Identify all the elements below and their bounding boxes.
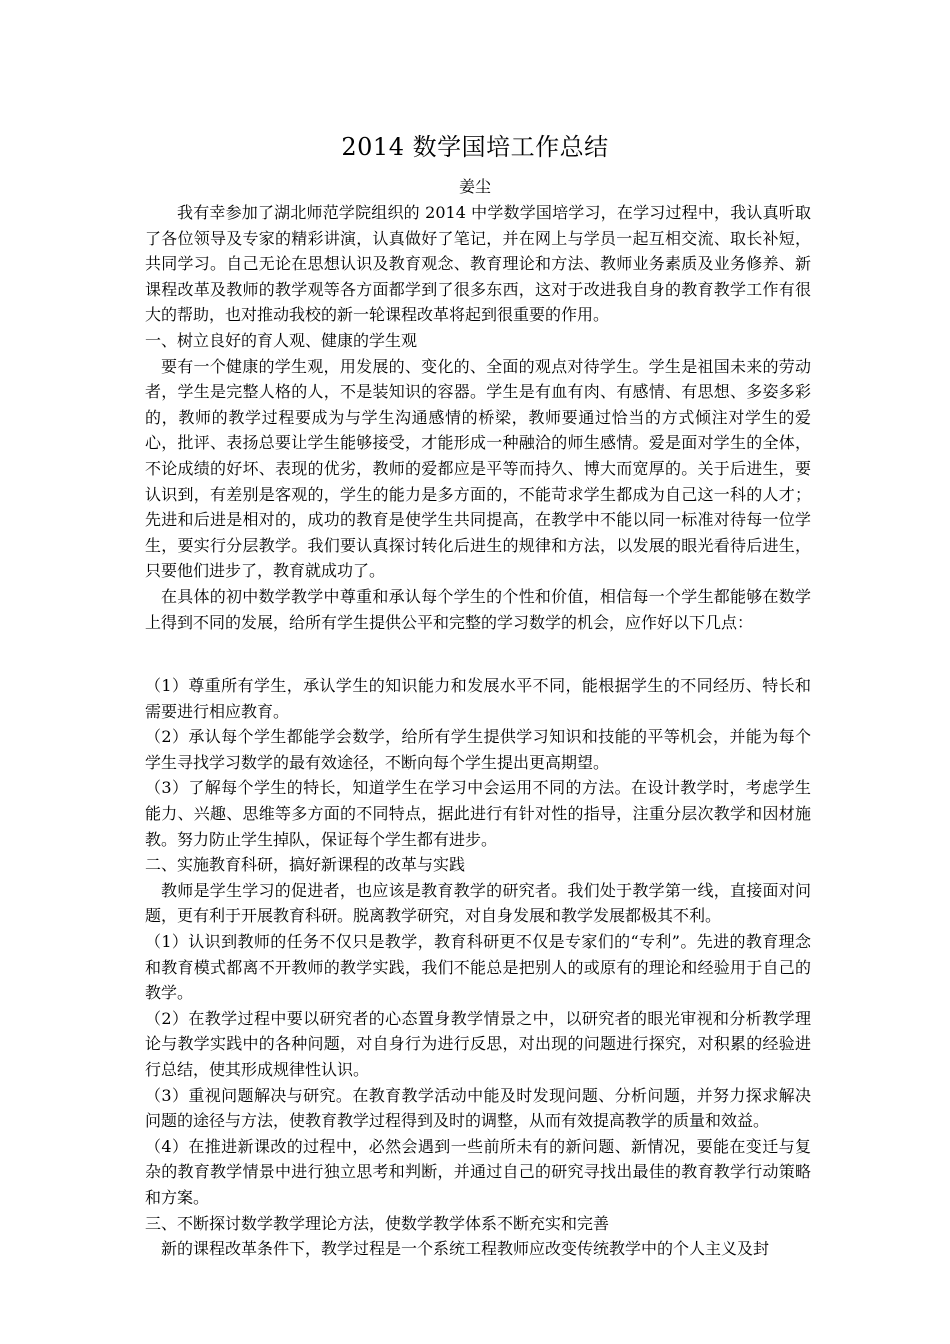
section-2-item-1: （1）认识到教师的任务不仅只是教学，教育科研更不仅是专家们的“专利”。先进的教育理念和教育模式都离不开教师的教学实践，我们不能总是把别人的或原有的理论和经验用于自己的教学。 [145,932,811,1003]
section-1-paragraph-1: 要有一个健康的学生观，用发展的、变化的、全面的观点对待学生。学生是祖国未来的劳动者，学生是完整人格的人，不是装知识的容器。学生是有血有肉、有感情、有思想、多姿多彩的，教师的教学过程要成为与学生沟通感情的桥梁，教师要通过恰当的方式倾注对学生的爱心，批评、表扬总要让学生能够接受，才能形成一种融洽的师生感情。爱是面对学生的全体，不论成绩的好坏、表现的优劣，教师的爱都应是平等而持久、博大而宽厚的。关于后进生，要认识到，有差别是客观的，学生的能力是多方面的，不能苛求学生都成为自己这一科的人才；先进和后进是相对的，成功的教育是使学生共同提高，在教学中不能以同一标准对待每一位学生，要实行分层教学。我们要认真探讨转化后进生的规律和方法，以发展的眼光看待后进生，只要他们进步了，教育就成功了。 [145,356,811,581]
document-title: 2014 数学国培工作总结 [341,133,609,161]
document-body [145,200,811,1262]
document-author: 姜尘 [458,177,491,196]
section-heading-3: 三、不断探讨数学教学理论方法，使数学教学体系不断充实和完善 [145,1213,610,1233]
section-2-paragraph-1: 教师是学生学习的促进者，也应该是教育教学的研究者。我们处于教学第一线，直接面对问题，更有利于开展教育科研。脱离教学研究，对自身发展和教学发展都极其不利。 [145,880,811,926]
section-1-item-1: （1）尊重所有学生，承认学生的知识能力和发展水平不同，能根据学生的不同经历、特长和需要进行相应教育。 [145,676,811,721]
section-2-item-3: （3）重视问题解决与研究。在教育教学活动中能及时发现问题、分析问题，并努力探求解决问题的途径与方法，使教育教学过程得到及时的调整，从而有效提高教学的质量和效益。 [145,1085,811,1131]
section-2-item-4: （4）在推进新课改的过程中，必然会遇到一些前所未有的新问题、新情况，要能在变迁与复杂的教育教学情景中进行独立思考和判断，并通过自己的研究寻找出最佳的教育教学行动策略和方案。 [145,1136,811,1207]
section-2-item-2: （2）在教学过程中要以研究者的心态置身教学情景之中，以研究者的眼光审视和分析教学理论与教学实践中的各种问题，对自身行为进行反思，对出现的问题进行探究，对积累的经验进行总结，使其形成规律性认识。 [145,1008,811,1079]
blank-line [145,635,811,673]
section-1-paragraph-2: 在具体的初中数学教学中尊重和承认每个学生的个性和价值，相信每一个学生都能够在数学上得到不同的发展，给所有学生提供公平和完整的学习数学的机会，应作好以下几点： [145,586,811,632]
section-1-item-2: （2）承认每个学生都能学会数学，给所有学生提供学习知识和技能的平等机会，并能为每个学生寻找学习数学的最有效途径，不断向每个学生提出更高期望。 [145,727,811,772]
intro-paragraph: 我有幸参加了湖北师范学院组织的 2014 中学数学国培学习，在学习过程中，我认真听取了各位领导及专家的精彩讲演，认真做好了笔记，并在网上与学员一起互相交流、取长补短，共同学习。自己无论在思想认识及教育观念、教育理论和方法、教师业务素质及业务修养、新课程改革及教师的教学观等各方面都学到了很多东西，这对于改进我自身的教育教学工作有很大的帮助，也对推动我校的新一轮课程改革将起到很重要的作用。 [145,203,811,325]
section-3-paragraph-1: 新的课程改革条件下，教学过程是一个系统工程教师应改变传统教学中的个人主义及封 [161,1239,770,1259]
section-heading-1: 一、树立良好的育人观、健康的学生观 [145,330,418,350]
section-heading-2: 二、实施教育科研，搞好新课程的改革与实践 [145,855,466,875]
section-1-item-3: （3）了解每个学生的特长，知道学生在学习中会运用不同的方法。在设计教学时，考虑学生能力、兴趣、思维等多方面的不同特点，据此进行有针对性的指导，注重分层次教学和因材施教。努力防止学生掉队，保证每个学生都有进步。 [145,778,811,849]
